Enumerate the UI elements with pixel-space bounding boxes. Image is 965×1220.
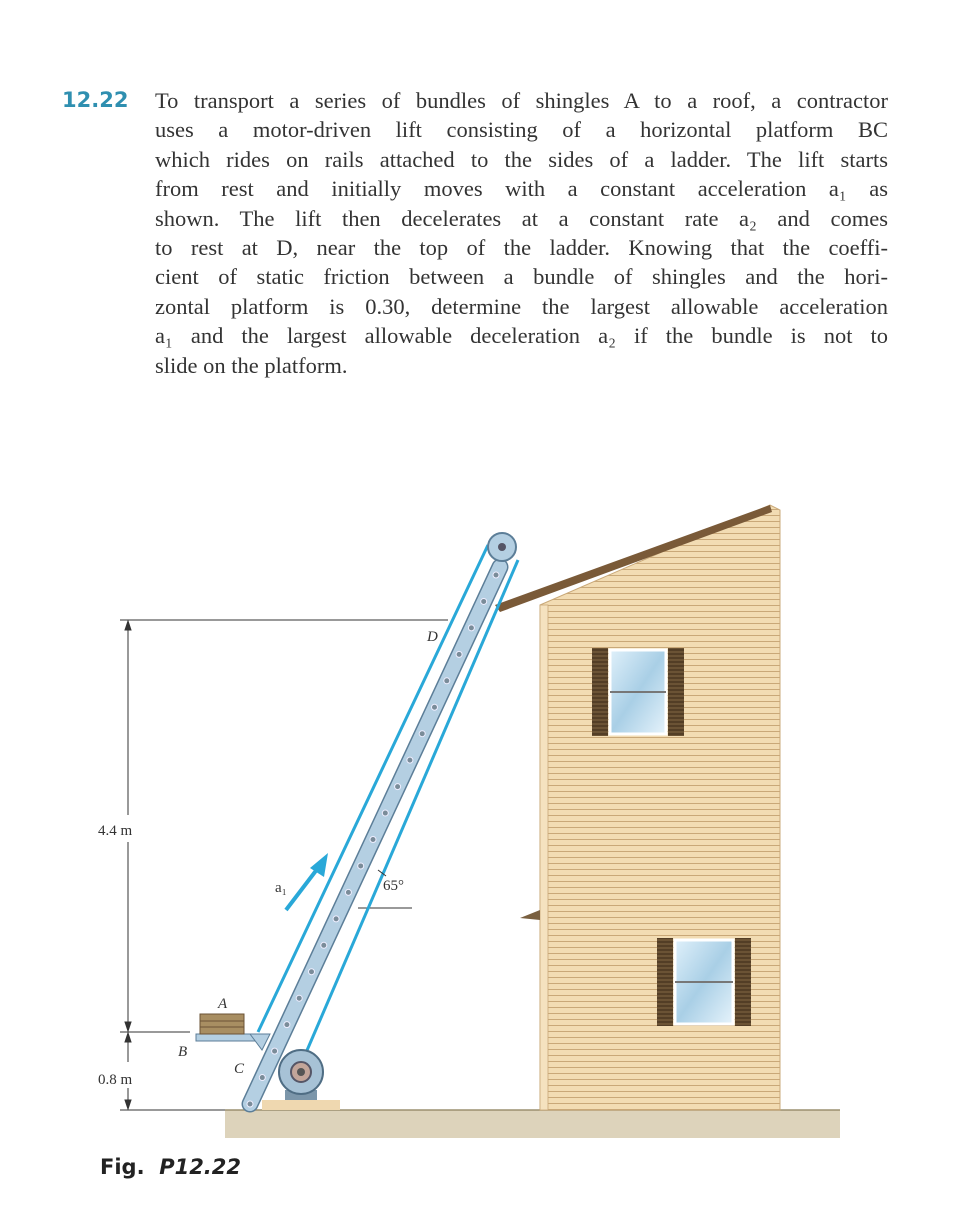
figure-caption xyxy=(100,1155,241,1179)
statement-line: to rest at D, near the top of the ladder. Knowing that the coeffi- xyxy=(155,234,888,260)
ladder-rung xyxy=(247,1101,253,1107)
label-height-upper: 4.4 m xyxy=(98,823,133,839)
ladder-rung xyxy=(407,757,413,763)
ladder-rung xyxy=(358,863,364,869)
statement-line: shown. The lift then decelerates at a constant rate a₂ and comes xyxy=(155,205,888,231)
caption-id: P12.22 xyxy=(159,1155,242,1179)
acceleration-arrow xyxy=(286,853,328,910)
ground xyxy=(225,1110,840,1138)
statement-line: which rides on rails attached to the sides of a ladder. The lift starts xyxy=(155,146,888,172)
statement-line: a₁ and the largest allowable deceleration a₂ if the bundle is not to xyxy=(155,323,888,349)
statement-line: zontal platform is 0.30, determine the largest allowable acceleration xyxy=(155,293,888,319)
window-lower xyxy=(657,938,751,1026)
ladder-rung xyxy=(456,651,462,657)
ladder-rung xyxy=(296,995,302,1001)
ladder-rung xyxy=(395,784,401,790)
window-upper xyxy=(592,648,684,736)
ladder-rung xyxy=(432,704,438,710)
ladder-rung xyxy=(272,1048,278,1054)
statement-line: To transport a series of bundles of shingles A to a roof, a contractor xyxy=(155,88,888,113)
ladder-rung xyxy=(333,916,339,922)
problem-number: 12.22 xyxy=(62,88,129,112)
ladder-rung xyxy=(419,731,425,737)
ladder-rung xyxy=(321,942,327,948)
label-b: B xyxy=(178,1044,188,1060)
ladder-rung xyxy=(481,598,487,604)
statement-line: uses a motor-driven lift consisting of a horizontal platform BC xyxy=(155,117,888,143)
ladder-rung xyxy=(493,572,499,578)
ladder-rung xyxy=(284,1022,290,1028)
label-a: A xyxy=(218,996,228,1012)
label-c: C xyxy=(234,1061,245,1077)
shingle-bundle-a xyxy=(200,1014,244,1034)
ladder-rung xyxy=(309,969,315,975)
label-height-lower: 0.8 m xyxy=(98,1072,133,1088)
platform-bc xyxy=(196,1034,270,1050)
statement-line: slide on the platform. xyxy=(155,352,348,378)
house xyxy=(495,505,780,1110)
ladder-rung xyxy=(444,678,450,684)
statement-line: from rest and initially moves with a constant acceleration a₁ as xyxy=(155,176,888,202)
statement-line: cient of static friction between a bundle of shingles and the hori- xyxy=(155,264,888,290)
ladder-rung xyxy=(382,810,388,816)
ladder-rung xyxy=(345,889,351,895)
caption-prefix: Fig. xyxy=(100,1155,145,1179)
label-angle: 65° xyxy=(383,878,404,894)
ladder-rung xyxy=(259,1075,265,1081)
label-d: D xyxy=(427,629,438,645)
label-accel: a₁ xyxy=(275,880,287,896)
ladder-rung xyxy=(468,625,474,631)
ladder xyxy=(247,533,516,1107)
ladder-rung xyxy=(370,837,376,843)
